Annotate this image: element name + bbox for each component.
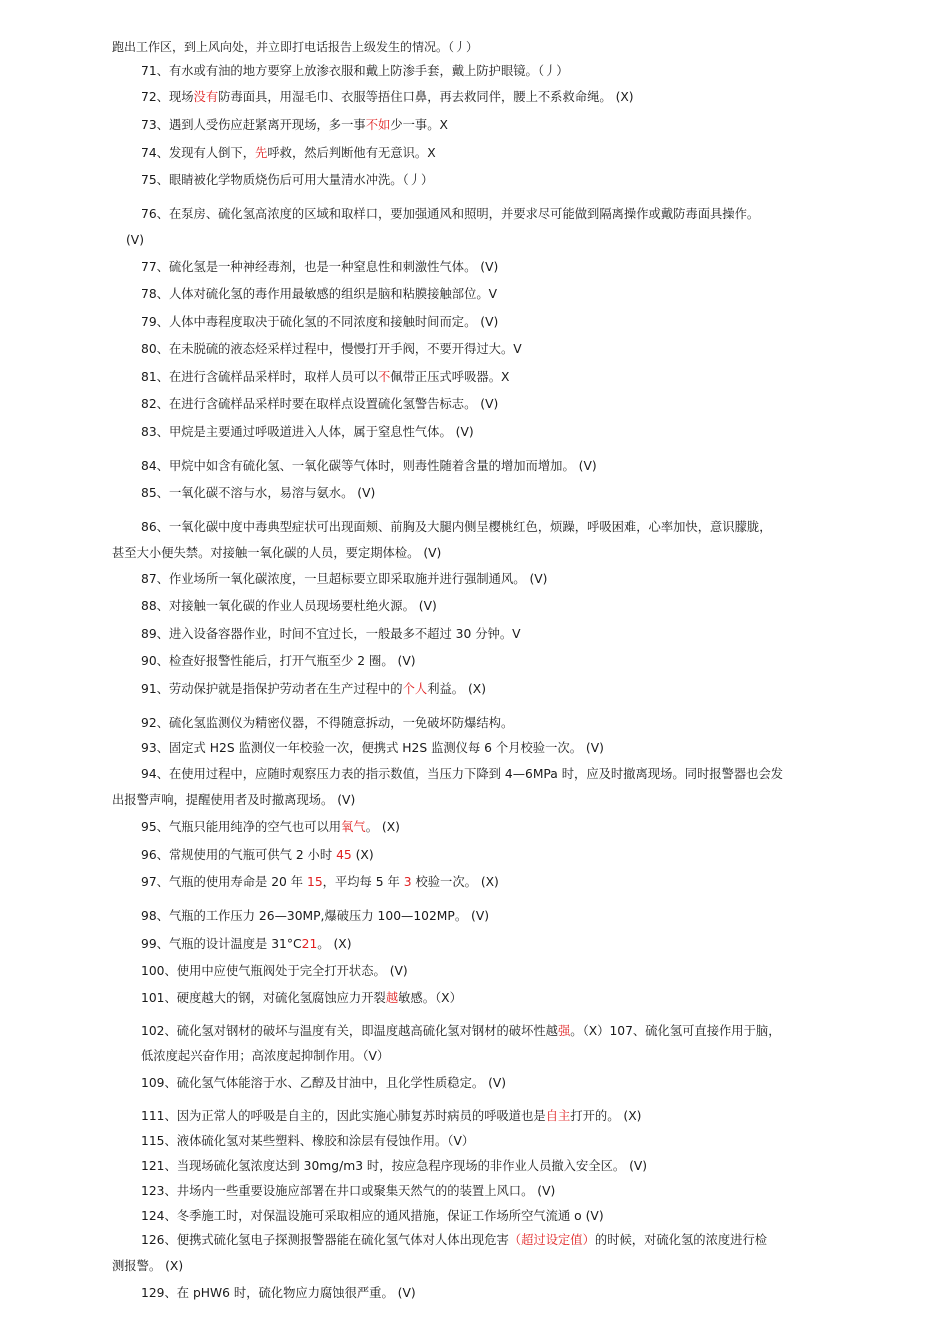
text-span: 78、人体对硫化氢的毒作用最敏感的组织是脑和粘膜接触部位。V — [141, 287, 498, 301]
text-span: 。 (X) — [317, 937, 352, 951]
text-line — [141, 1208, 604, 1224]
highlighted-text: 45 — [336, 848, 352, 862]
text-line — [141, 341, 522, 357]
text-span: 84、甲烷中如含有硫化氢、一氧化碳等气体时，则毒性随着含量的增加而增加。 (V) — [141, 459, 597, 473]
text-span: ，平均每 5 年 — [322, 875, 404, 889]
text-line — [141, 1133, 474, 1149]
text-span: 92、硫化氢监测仪为精密仪器，不得随意拆动，一免破坏防爆结构。 — [141, 716, 514, 730]
text-line — [141, 963, 408, 979]
text-line — [141, 259, 498, 275]
highlighted-text: 自主 — [545, 1109, 571, 1123]
highlighted-text: 个人 — [402, 682, 428, 696]
text-line — [141, 819, 400, 835]
text-line — [141, 1023, 781, 1039]
text-span: 80、在未脱硫的液态烃采样过程中，慢慢打开手阀，不要开得过大。V — [141, 342, 522, 356]
highlighted-text: 不如 — [365, 118, 391, 132]
text-line — [141, 598, 437, 614]
text-span: 少一事。X — [390, 118, 448, 132]
text-span: 98、气瓶的工作压力 26—30MP,爆破压力 100—102MP。 (V) — [141, 909, 490, 923]
text-line — [141, 117, 448, 133]
text-line — [141, 847, 374, 863]
text-span: 佩带正压式呼吸器。X — [390, 370, 510, 384]
text-span: 88、对接触一氧化碳的作业人员现场要杜绝火源。 (V) — [141, 599, 437, 613]
text-line — [141, 424, 474, 440]
highlighted-text: 21 — [301, 937, 318, 951]
text-span: 89、进入设备容器作业，时间不宜过长，一般最多不超过 30 分钟。V — [141, 627, 521, 641]
text-span: 出报警声响，提醒使用者及时撤离现场。 (V) — [112, 793, 356, 807]
text-span: 跑出工作区，到上风向处，并立即打电话报告上级发生的情况。（丿） — [112, 40, 479, 54]
text-span: 的时候，对硫化氢的浓度进行检 — [594, 1233, 768, 1247]
text-line — [141, 63, 569, 79]
text-span: 敏感。（X） — [398, 991, 462, 1005]
text-line — [112, 545, 441, 561]
text-span: 79、人体中毒程度取决于硫化氢的不同浓度和接触时间而定。 (V) — [141, 315, 499, 329]
text-span: 121、当现场硫化氢浓度达到 30mg/m3 时，按应急程序现场的非作业人员撤入安全区。 (V) — [141, 1159, 648, 1173]
text-line — [141, 145, 436, 161]
text-span: 。（X）107、硫化氢可直接作用于脑， — [570, 1024, 781, 1038]
text-span: 低浓度起兴奋作用；高浓度起抑制作用。（V） — [141, 1049, 390, 1063]
text-span: 126、便携式硫化氢电子探测报警器能在硫化氢气体对人体出现危害 — [141, 1233, 509, 1247]
text-span: 。 (X) — [365, 820, 400, 834]
text-line — [141, 681, 486, 697]
text-span: 87、作业场所一氧化碳浓度，一旦超标要立即采取施并进行强制通风。 (V) — [141, 572, 548, 586]
text-line — [141, 369, 509, 385]
text-span: 打开的。 (X) — [570, 1109, 642, 1123]
text-span: 利益。 (X) — [427, 682, 487, 696]
text-span: 测报警。 (X) — [112, 1259, 184, 1273]
text-line — [141, 206, 759, 222]
text-span: 83、甲烷是主要通过呼吸道进入人体，属于窒息性气体。 (V) — [141, 425, 474, 439]
text-line — [141, 89, 634, 105]
text-span: 81、在进行含硫样品采样时，取样人员可以 — [141, 370, 378, 384]
text-span: 呼救，然后判断他有无意识。X — [267, 146, 436, 160]
text-line — [141, 1285, 416, 1301]
text-span: 77、硫化氢是一种神经毒剂，也是一种窒息性和刺激性气体。 (V) — [141, 260, 499, 274]
text-line — [141, 990, 462, 1006]
text-span: 99、气瓶的设计温度是 31°C — [141, 937, 302, 951]
text-line — [141, 1183, 555, 1199]
text-span: 72、现场 — [141, 90, 194, 104]
highlighted-text: 不 — [378, 370, 391, 384]
text-line — [141, 936, 352, 952]
text-span: 74、发现有人倒下， — [141, 146, 256, 160]
text-line — [141, 458, 597, 474]
text-line — [141, 1158, 647, 1174]
text-span: 91、劳动保护就是指保护劳动者在生产过程中的 — [141, 682, 403, 696]
text-span: 129、在 pHW6 时，硫化物应力腐蚀很严重。 (V) — [141, 1286, 416, 1300]
text-span: 102、硫化氢对钢材的破坏与温度有关，即温度越高硫化氢对钢材的破坏性越 — [141, 1024, 558, 1038]
text-line — [112, 39, 478, 55]
text-span: 96、常规使用的气瓶可供气 2 小时 — [141, 848, 337, 862]
text-line — [141, 571, 547, 587]
text-span: 124、冬季施工时，对保温设施可采取相应的通风措施，保证工作场所空气流通 o (V) — [141, 1209, 604, 1223]
text-line — [141, 766, 783, 782]
text-span: 85、一氧化碳不溶与水，易溶与氨水。 (V) — [141, 486, 376, 500]
text-span: 109、硫化氢气体能溶于水、乙醇及甘油中，且化学性质稳定。 (V) — [141, 1076, 507, 1090]
text-span: 防毒面具，用湿毛巾、衣服等捂住口鼻，再去救同伴，腰上不系救命绳。 (X) — [218, 90, 634, 104]
text-span: 101、硬度越大的钢，对硫化氢腐蚀应力开裂 — [141, 991, 386, 1005]
text-span: 86、一氧化碳中度中毒典型症状可出现面颊、前胸及大腿内侧呈樱桃红色，烦躁，呼吸困难，心率加快，意识朦胧， — [141, 520, 772, 534]
highlighted-text: 强 — [557, 1024, 571, 1038]
text-span: 82、在进行含硫样品采样时要在取样点设置硫化氢警告标志。 (V) — [141, 397, 499, 411]
text-span: 73、遇到人受伤应赶紧离开现场，多一事 — [141, 118, 366, 132]
text-line — [141, 314, 498, 330]
text-line — [141, 1048, 389, 1064]
text-line — [141, 172, 433, 188]
text-line — [112, 792, 355, 808]
text-line — [141, 286, 497, 302]
text-line — [141, 519, 772, 535]
text-span: 100、使用中应使气瓶阀处于完全打开状态。 (V) — [141, 964, 408, 978]
text-span: 75、眼睛被化学物质烧伤后可用大量清水冲洗。（丿） — [141, 173, 434, 187]
text-span: 115、液体硫化氢对某些塑料、橡胶和涂层有侵蚀作用。（V） — [141, 1134, 475, 1148]
text-span: (V) — [126, 233, 145, 247]
text-line — [141, 874, 499, 890]
text-line — [141, 485, 375, 501]
highlighted-text: 3 — [403, 875, 412, 889]
text-line — [141, 1108, 641, 1124]
text-line — [141, 1075, 506, 1091]
highlighted-text: 15 — [307, 875, 323, 889]
text-span: 甚至大小便失禁。对接触一氧化碳的人员，要定期体检。 (V) — [112, 546, 442, 560]
highlighted-text: 氧气 — [341, 820, 366, 834]
text-line — [141, 715, 513, 731]
text-span: 111、因为正常人的呼吸是自主的，因此实施心肺复苏时病员的呼吸道也是 — [141, 1109, 546, 1123]
text-span: 94、在使用过程中，应随时观察压力表的指示数值，当压力下降到 4—6MPa 时，应及时撤离现场。同时报警器也会发 — [141, 767, 784, 781]
highlighted-text: （超过设定值） — [508, 1233, 595, 1247]
text-line — [141, 396, 498, 412]
text-line — [141, 653, 416, 669]
text-span: (X) — [351, 848, 374, 862]
text-span: 93、固定式 H2S 监测仪一年校验一次，便携式 H2S 监测仪每 6 个月校验一次。 (V) — [141, 741, 604, 755]
text-span: 76、在泵房、硫化氢高浓度的区域和取样口，要加强通风和照明，并要求尽可能做到隔离操作或戴防毒面具操作。 — [141, 207, 760, 221]
text-line — [112, 1258, 183, 1274]
text-span: 97、气瓶的使用寿命是 20 年 — [141, 875, 307, 889]
text-line — [141, 626, 521, 642]
text-line — [141, 740, 604, 756]
text-span: 95、气瓶只能用纯净的空气也可以用 — [141, 820, 342, 834]
text-span: 123、井场内一些重要设施应部署在井口或聚集天然气的的装置上风口。 (V) — [141, 1184, 556, 1198]
highlighted-text: 没有 — [193, 90, 219, 104]
text-line — [141, 1232, 767, 1248]
text-line — [141, 908, 489, 924]
text-line — [126, 232, 144, 248]
text-span: 校验一次。 (X) — [411, 875, 499, 889]
highlighted-text: 先 — [255, 146, 268, 160]
highlighted-text: 越 — [385, 991, 399, 1005]
text-span: 71、有水或有油的地方要穿上放渗衣服和戴上防渗手套，戴上防护眼镜。（丿） — [141, 64, 569, 78]
text-span: 90、检查好报警性能后，打开气瓶至少 2 圈。 (V) — [141, 654, 416, 668]
